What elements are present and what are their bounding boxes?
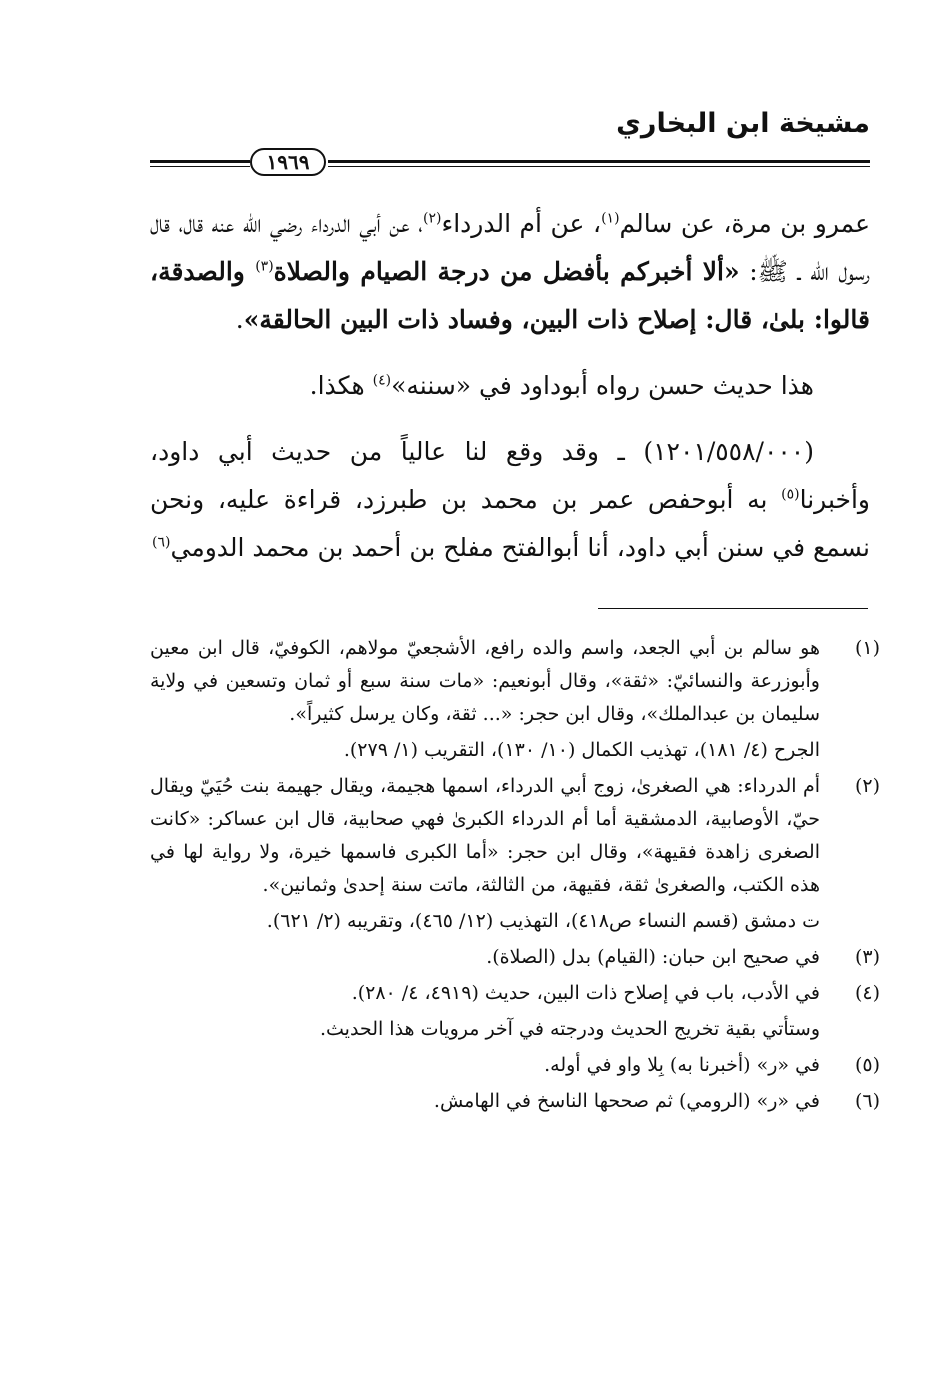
footnote-text: في صحيح ابن حبان: (القيام) بدل (الصلاة).	[486, 946, 820, 968]
footnote-6	[150, 1085, 880, 1118]
page-header	[150, 108, 870, 178]
footnote-separator	[598, 608, 868, 609]
footnote-text: في «ر» (الرومي) ثم صححها الناسخ في الهامش.	[433, 1090, 820, 1112]
footnote-number: (٣)	[854, 946, 880, 968]
footnote-4	[150, 977, 880, 1046]
footnote-ref-3[interactable]: (٣)	[255, 258, 274, 275]
footnote-number: (٥)	[854, 1054, 880, 1076]
footnote-3	[150, 941, 880, 974]
book-title: مشيخة ابن البخاري	[616, 108, 870, 139]
footnote-number: (٢)	[854, 775, 880, 797]
footnote-text: في «ر» (أخبرنا به) بِلا واو في أوله.	[544, 1054, 820, 1076]
footnote-ref-6[interactable]: (٦)	[152, 534, 171, 551]
footnote-sources: ت دمشق (قسم النساء ص٤١٨)، التهذيب (١٢/ ٤٦٥)، وتقريبه (٢/ ٦٢١).	[266, 910, 820, 932]
footnote-sources: الجرح (٤/ ١٨١)، تهذيب الكمال (١٠/ ١٣٠)، التقريب (١/ ٢٧٩).	[343, 739, 820, 761]
header-rule-right	[328, 160, 870, 167]
hadith-matn-cont: والصدقة، قالوا: بلىٰ، قال: إصلاح ذات البين، وفساد ذات البين الحالقة»	[150, 257, 870, 334]
header-rule-left	[150, 160, 250, 167]
footnote-ref-5[interactable]: (٥)	[781, 486, 800, 503]
footnote-text: في الأدب، باب في إصلاح ذات البين، حديث (٤٩١٩، ٤/ ٢٨٠).	[351, 982, 820, 1004]
footnotes	[150, 632, 880, 1121]
page-number: ١٩٦٩	[250, 148, 326, 176]
footnote-number: (١)	[854, 637, 880, 659]
footnote-note: وستأتي بقية تخريج الحديث ودرجته في آخر مرويات هذا الحديث.	[319, 1018, 820, 1040]
footnote-text: أم الدرداء: هي الصغرىٰ، زوج أبي الدرداء، اسمها هجيمة، ويقال جهيمة بنت حُيَيّ ويقال حيّ، الأوصابية، الدمشقية أما أم الدرداء الكبرىٰ فهي صحابية، قال ابن عساكر: «كانت الصغرى زاهدة فقيهة»، وقال ابن حجر: «أما الكبرى فاسمها خيرة، ولا رواية لها في هذه الكتب، والصغرىٰ ثقة، فقيهة، من الثالثة، ماتت سنة إحدىٰ وثمانين».	[150, 775, 820, 896]
footnote-ref-1[interactable]: (١)	[601, 210, 620, 227]
footnote-ref-2[interactable]: (٢)	[422, 210, 442, 227]
grading-paragraph: هذا حديث حسن رواه أبوداود في «سننه»$^{(٤)}$ هكذا.	[309, 371, 814, 400]
footnote-number: (٦)	[854, 1090, 880, 1112]
footnote-1	[150, 632, 880, 767]
footnote-number: (٤)	[854, 982, 880, 1004]
chain-paragraph: (١٢٠١/٥٥٨/٠٠٠) ـ وقد وقع لنا عالياً من حديث أبي داود، وأخبرنا$^{(٥)}$ به أبوحفص عمر بن محمد بن طبرزد، قراءة عليه، ونحن نسمع في سنن أبي داود، أنا أبوالفتح مفلح بن أحمد بن محمد الدومي$^{(٦)}$	[150, 437, 870, 562]
footnote-text: هو سالم بن أبي الجعد، واسم والده رافع، الأشجعيّ مولاهم، الكوفيّ، قال ابن معين وأبوزرعة والنسائيّ: «ثقة»، وقال أبونعيم: «مات سنة سبع أو ثمان وتسعين في ولاية سليمان بن عبدالملك»، وقال ابن حجر: «... ثقة، وكان يرسل كثيراً».	[150, 637, 820, 725]
main-text	[150, 200, 870, 572]
footnote-5	[150, 1049, 880, 1082]
footnote-ref-4[interactable]: (٤)	[372, 372, 392, 389]
header-rule	[150, 148, 870, 178]
hadith-matn: «ألا أخبركم بأفضل من درجة الصيام والصلاة	[273, 257, 740, 286]
hadith-paragraph: عمرو بن مرة، عن سالم$^{(١)}$، عن أم الدرداء$^{(٢)}$، عن أبي الدرداء رضي الله عنه قال، قال رسول الله ـ ﷺ: «ألا أخبركم بأفضل من درجة الصيام والصلاة$^{(٣)}$ والصدقة، قالوا: بلىٰ، قال: إصلاح ذات البين، وفساد ذات البين الحالقة».	[150, 209, 870, 334]
footnote-2	[150, 770, 880, 938]
